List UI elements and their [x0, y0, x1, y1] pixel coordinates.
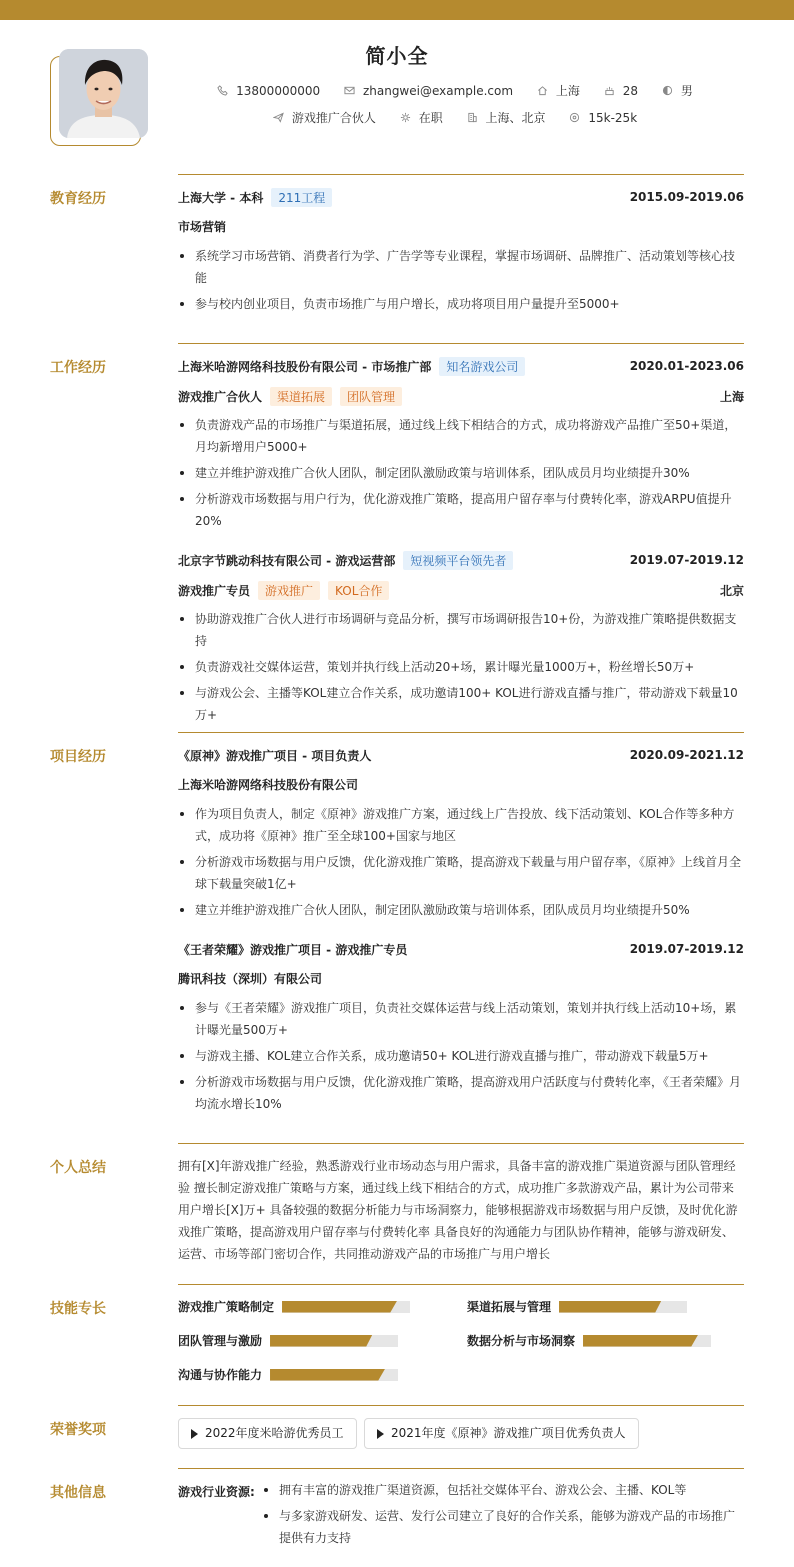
project-item — [178, 745, 744, 925]
divider — [178, 1143, 744, 1144]
education-date: 2015.09-2019.06 — [629, 190, 744, 204]
building-icon — [467, 112, 478, 123]
candidate-name: 简小全 — [365, 44, 429, 68]
status-item — [400, 109, 443, 126]
skill-name: 游戏推广策略制定 — [178, 1300, 275, 1314]
section-title-awards: 荣誉奖项 — [50, 1422, 106, 1438]
divider — [178, 1284, 744, 1285]
list-item: 作为项目负责人，制定《原神》游戏推广方案，通过线上广告投放、线下活动策划、KOL合作等多种方式，成功将《原神》推广至全球100+国家与地区 — [178, 803, 744, 847]
work-item — [178, 550, 744, 730]
education-block — [178, 187, 744, 319]
position-item — [273, 109, 376, 126]
skill-bar-fill — [270, 1369, 385, 1381]
project-bullets — [178, 803, 744, 921]
section-title-skills: 技能专长 — [50, 1301, 106, 1317]
company-tag: 知名游戏公司 — [439, 357, 525, 376]
role-row — [178, 580, 744, 600]
send-icon — [273, 112, 284, 123]
award-chip: 2022年度米哈游优秀员工 — [178, 1418, 357, 1449]
project-org: 腾讯科技（深圳）有限公司 — [178, 972, 323, 986]
project-header — [178, 745, 744, 765]
list-item: 负责游戏产品的市场推广与渠道拓展，通过线上线下相结合的方式，成功将游戏产品推广至50+渠道，月均新增用户5000+ — [178, 414, 744, 458]
list-item: 分析游戏市场数据与用户行为，优化游戏推广策略，提高用户留存率与付费转化率，游戏ARPU值提升20% — [178, 488, 744, 532]
skill-bar — [583, 1335, 711, 1347]
skill-bar-fill — [583, 1335, 698, 1347]
skill-item — [178, 1298, 410, 1315]
city-item — [537, 82, 580, 99]
salary-item — [569, 111, 637, 125]
age-item — [604, 84, 638, 98]
work-location: 上海 — [719, 389, 744, 404]
work-date: 2019.07-2019.12 — [629, 553, 744, 567]
education-header — [178, 187, 744, 207]
work-header — [178, 550, 744, 570]
target-city-item — [467, 109, 546, 126]
school-tag: 211工程 — [271, 188, 332, 207]
company-tag: 短视频平台领先者 — [403, 551, 513, 570]
skill-name: 渠道拓展与管理 — [467, 1300, 552, 1314]
project-name: 《原神》游戏推广项目 - 项目负责人 — [178, 748, 372, 763]
gender-text: 男 — [680, 84, 693, 98]
skill-name: 沟通与协作能力 — [178, 1368, 263, 1382]
company-name: 上海米哈游网络科技股份有限公司 - 市场推广部 — [178, 359, 432, 374]
school-name: 上海大学 - 本科 — [178, 190, 264, 205]
role-tag: 团队管理 — [340, 387, 402, 406]
skill-bar — [270, 1369, 398, 1381]
list-item: 系统学习市场营销、消费者行为学、广告学等专业课程，掌握市场调研、品牌推广、活动策划等核心技能 — [178, 245, 744, 289]
job-intent-row — [0, 109, 794, 126]
list-item: 负责游戏社交媒体运营，策划并执行线上活动20+场，累计曝光量1000万+，粉丝增长50万+ — [178, 656, 744, 678]
skill-bar-fill — [270, 1335, 372, 1347]
work-header — [178, 356, 744, 376]
divider — [178, 174, 744, 175]
email-item — [344, 84, 513, 98]
mail-icon — [344, 85, 355, 96]
section-title-work: 工作经历 — [50, 360, 106, 376]
skill-name: 团队管理与激励 — [178, 1334, 263, 1348]
role-tag: KOL合作 — [328, 581, 389, 600]
gender-icon — [662, 85, 673, 96]
gender-item — [662, 82, 693, 99]
role-title: 游戏推广专员 — [178, 583, 251, 598]
skill-name: 数据分析与市场洞察 — [467, 1334, 576, 1348]
role-tag: 渠道拓展 — [270, 387, 332, 406]
home-icon — [537, 85, 548, 96]
list-item: 分析游戏市场数据与用户反馈，优化游戏推广策略，提高游戏用户活跃度与付费转化率，《王者荣耀》月均流水增长10% — [178, 1071, 744, 1115]
other-label: 游戏行业资源: — [178, 1485, 255, 1499]
list-item: 与游戏主播、KOL建立合作关系，成功邀请50+ KOL进行游戏直播与推广，带动游戏下载量5万+ — [178, 1045, 744, 1067]
list-item: 拥有丰富的游戏推广渠道资源，包括社交媒体平台、游戏公会、主播、KOL等 — [262, 1479, 744, 1501]
section-title-other: 其他信息 — [50, 1485, 106, 1501]
avatar-frame — [50, 56, 141, 146]
project-name: 《王者荣耀》游戏推广项目 - 游戏推广专员 — [178, 942, 408, 957]
city-text: 上海 — [555, 84, 580, 98]
work-location: 北京 — [719, 583, 744, 598]
divider — [178, 732, 744, 733]
award-chip: 2021年度《原神》游戏推广项目优秀负责人 — [364, 1418, 639, 1449]
role-row — [178, 386, 744, 406]
phone-text: 13800000000 — [236, 84, 321, 98]
contact-row — [0, 82, 794, 99]
email-text: zhangwei@example.com — [362, 84, 514, 98]
section-title-projects: 项目经历 — [50, 749, 106, 765]
skill-item — [467, 1298, 687, 1315]
summary-text: 拥有[X]年游戏推广经验，熟悉游戏行业市场动态与用户需求，具备丰富的游戏推广渠道资源与团队管理经验 擅长制定游戏推广策略与方案，通过线上线下相结合的方式，成功推广多款游戏产品，累计为公司带来用户增长[X]万+ 具备较强的数据分析能力与市场洞察力，能够根据游戏市场数据与用户反馈，及时优化游戏推广策略，提高游戏用户留存率与付费转化率 具备良好的沟通能力与团队协作精神，能够与游戏研发、运营、市场等部门密切合作，共同推动游戏产品的市场推广与用户增长 — [178, 1159, 738, 1261]
list-item: 与游戏公会、主播等KOL建立合作关系，成功邀请100+ KOL进行游戏直播与推广，带动游戏下载量10万+ — [178, 682, 744, 726]
skill-item — [178, 1332, 398, 1349]
phone-icon — [217, 85, 228, 96]
list-item: 与多家游戏研发、运营、发行公司建立了良好的合作关系，能够为游戏产品的市场推广提供有力支持 — [262, 1505, 744, 1549]
list-item: 建立并维护游戏推广合伙人团队，制定团队激励政策与培训体系，团队成员月均业绩提升30% — [178, 462, 744, 484]
role-tag: 游戏推广 — [258, 581, 320, 600]
salary-text: 15k-25k — [588, 111, 638, 125]
project-org: 上海米哈游网络科技股份有限公司 — [178, 778, 359, 792]
divider — [178, 343, 744, 344]
list-item: 协助游戏推广合伙人进行市场调研与竞品分析，撰写市场调研报告10+份，为游戏推广策略提供数据支持 — [178, 608, 744, 652]
work-bullets — [178, 608, 744, 726]
skill-bar — [270, 1335, 398, 1347]
work-date: 2020.01-2023.06 — [629, 359, 744, 373]
target-city-text: 上海、北京 — [485, 111, 546, 125]
status-icon — [400, 112, 411, 123]
skill-item — [467, 1332, 711, 1349]
skill-bar-fill — [559, 1301, 661, 1313]
phone-item — [217, 84, 320, 98]
divider — [178, 1468, 744, 1469]
status-text: 在职 — [418, 111, 443, 125]
skill-bar-fill — [282, 1301, 397, 1313]
top-accent-bar — [0, 0, 794, 20]
project-item — [178, 939, 744, 1119]
major: 市场营销 — [178, 220, 227, 234]
work-item — [178, 356, 744, 536]
section-title-education: 教育经历 — [50, 191, 106, 207]
list-item: 参与校内创业项目，负责市场推广与用户增长，成功将项目用户量提升至5000+ — [178, 293, 744, 315]
project-bullets — [178, 997, 744, 1115]
education-bullets — [178, 245, 744, 315]
list-item: 分析游戏市场数据与用户反馈，优化游戏推广策略，提高游戏下载量与用户留存率，《原神》上线首月全球下载量突破1亿+ — [178, 851, 744, 895]
project-date: 2020.09-2021.12 — [629, 748, 744, 762]
project-date: 2019.07-2019.12 — [629, 942, 744, 956]
list-item: 参与《王者荣耀》游戏推广项目，负责社交媒体运营与线上活动策划，策划并执行线上活动10+场，累计曝光量500万+ — [178, 997, 744, 1041]
skill-bar — [282, 1301, 410, 1313]
work-bullets — [178, 414, 744, 532]
position-text: 游戏推广合伙人 — [291, 111, 376, 125]
section-title-summary: 个人总结 — [50, 1160, 106, 1176]
skill-bar — [559, 1301, 687, 1313]
divider — [178, 1405, 744, 1406]
coin-icon — [569, 112, 580, 123]
list-item: 建立并维护游戏推广合伙人团队，制定团队激励政策与培训体系，团队成员月均业绩提升50% — [178, 899, 744, 921]
project-header — [178, 939, 744, 959]
cake-icon — [604, 85, 615, 96]
skill-item — [178, 1366, 398, 1383]
company-name: 北京字节跳动科技有限公司 - 游戏运营部 — [178, 553, 396, 568]
other-bullets — [262, 1479, 744, 1553]
role-title: 游戏推广合伙人 — [178, 389, 263, 404]
age-text: 28 — [622, 84, 639, 98]
